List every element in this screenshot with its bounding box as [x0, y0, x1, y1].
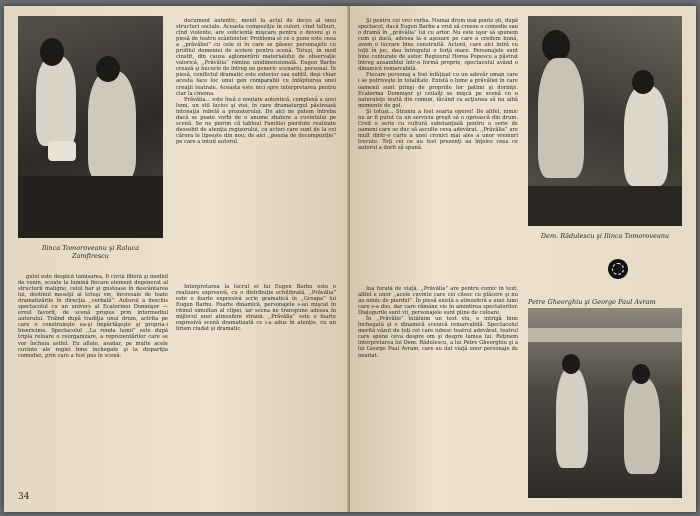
photo-caption-bottom-right: Petre Gheorghiu şi George Paul Avram: [528, 298, 656, 306]
photo-caption-top-right: Dem. Rădulescu şi Ilinca Tomoroveanu: [540, 232, 670, 240]
photo-radulescu-tomoroveanu: [528, 16, 682, 226]
article-column-bottom-left: [358, 286, 518, 498]
photo-gheorghiu-avram: [528, 308, 682, 498]
paragraph: Îna furată de viaţă. ,,Prăvălia” are pentru comic în text, altfel e unor ,,acele cuvinte care cei citesc cu plăcere şi nu au nimic de pierdut”. În piesă există o atmosferă a unei lumi care s-a dus, dar care rămâne vie în amintirea spectatorilor. Dialogurile sunt vii, personajele sunt pline de culoare.: [358, 286, 518, 317]
paragraph: gului este despică tamisarea, fi cuviă fiberă şi mediul de venin, scoate la lumină fiecare element degenerat al structurii maligne, celul har şi gustoase în descântarea lui, destinul meseţii ai totuşi vie, încovoaie de toate dramatizările în direcţia ,,verbală”. Autorul a deschis spectacolul cu un univers al Ecaterinei Domnişor — eroul favorit, de scenă propus prin intermediul autorului. Trăind după tradiţia unui drum, actrita pe care o construieşte ea-şi împărtăşeşte şi propria-i bisericime. Spectacolul ,,La ronda lumii” este după tripla reluare o reorganizare, a reprezentărilor care se vor încheia astfel. Eu aflate, asadar, pe multe acele cuvinte ale regiei bine închegate şi la dispariţia comediei, prin care a fost pus în scenă.: [18, 274, 168, 359]
magazine-seal-icon: [608, 259, 628, 279]
caption-line: Ilinca Tomoroveanu şi Raluca: [41, 244, 140, 252]
article-column-bottom-right: [176, 284, 336, 496]
paragraph: Şi totuşi... Straniu a fost soarta operei! De altfel, nimic nu ar fi putut ca un serviciu greşit să o oprească din drum. Cred o serie cu cultură substanţială pentru o serie de oameni care se duc să asculte ceva adevărat. ,,Prăvălia” are mult dintr-o carte a unei cronici mai ales a unor vremuri trecute. Toţi cei ce au fost prezenţi au înţeles ceea ce autorul a dorit să spună.: [358, 108, 518, 151]
paragraph: Prăvălia... este însă o noutate autentică, complexă a unei lumi, un stil lucios şi vioi, în care dramaturgul păstrează intonaţia rebelă a prozatorului. De aici ne putem întreba dacă se poate vorbi de o anume zbatere a cuvîntului pe scenă. Se ne pierim că tabloul Familiei pierdute realizate deosebit de atenţia regizorului, cu actori care sunt de la cei cărora le lipseşte din nou; de aici ,,poezia de decompoziţie” pe care a intuit autorul.: [176, 96, 336, 145]
photo-caption-left: [18, 244, 163, 260]
left-page: [4, 6, 350, 512]
paragraph: Fiecare personaj a fost înfăţişat cu un adevăr uman care i se potriveşte în totalitate. Există o lume a prăvăliei în care oamenii sunt prinşi de propriile lor patimi şi dorinţe. Ecaterina Domnişor şi ceilalţi se mişcă pe scenă cu o naturaleţe ieşită din comun, făcând ca acţiunea să nu aibă momente de gol.: [358, 72, 518, 109]
magazine-spread: [4, 6, 696, 512]
paragraph: Şi pentru cei vrei vorba. Numai drum mai ponte şti, după spectacol, dacă Eugen Barbu a vrut să creeze o comedie sau o dramă în ,,prăvălia” lui cu artor. Nu este uşor să spunem cum şi dacă, adesea la o aşezare pe care o credem bună, avem o lucrare bine construită. Actorii, care aici intră cu toţii în joc, dau întregului o forţă mare. Personajele sunt bine conturate de autor. Regizorul Horea Popescu a păstrat întreg ansamblul într-o formă proprie, spectacolul având o dinamică remarcabilă.: [358, 18, 518, 73]
caption-line: Zamfirescu: [71, 252, 109, 260]
article-column-bottom-left: [18, 274, 168, 480]
paragraph: document autentic, menit la actul de deces al unei structuri sociale. Aceasta compoziţie în culori, cînd tulburi, cînd violente, are suficientă mişcare pentru o deveni şi o piesă de teatru scânteietor. Problema ei ce o pune este ceea a ,,prăvăliei” cu cele zi în care se găsesc personajele cu profilul domeniei de scriere pentru scenă. Totuşi, în mod cinstit, din cauza aglomerării materialului de observaţie valorică, ,,Prăvălia” rămîne unidimensională. Eugen Barbu crează şi bucurie de întreg un generic scenariu, personal. În piesă, conflictul dramatic este exterior sau subtil, deşi chiar acesta face loc unui gen comparabil cu înfăptuirea unei creaţii teatrale. Aceasta este nici spre interpretarea pentru clar la cinema.: [176, 18, 336, 97]
page-number: 34: [18, 492, 30, 502]
right-page: [350, 6, 696, 512]
paragraph: Interpretarea la lucrul ei lui Eugen Barbu este o realizare expresivă, cu o distribuţie echilibrată. ,,Prăvălia” este o foarte expresivă scrie gramatică în ,,Groapa” lui Eugen Barbu. Foarte dinamică, personajele s-au mişcat în ritmul simultan al clipei, iar scena ne transpune adesea în mijlocul unei atmosfere stranii. ,,Prăvălia” este o foarte expresivă scenă dramatizată ce i-a adus în atenţie, cu un lirism ciudat şi dramatic.: [176, 284, 336, 333]
photo-ilinca-raluca: [18, 16, 163, 238]
paragraph: În ,,Prăvălie” întâlnim un text viu, o intrigă bine închegată şi o dinamică scenică remarcabilă. Spectacolul merită văzut de toţi cei care iubesc teatrul adevărat, teatrul care spune ceva despre om şi despre lumea lui. Reţinem interpretarea lui Dem. Rădulescu, a lui Petre Gheorghiu şi a lui George Paul Avram, care au dat viaţă unor personaje de neuitat.: [358, 316, 518, 359]
article-column-top-left: [358, 18, 518, 280]
article-column-top-right: [176, 18, 336, 280]
